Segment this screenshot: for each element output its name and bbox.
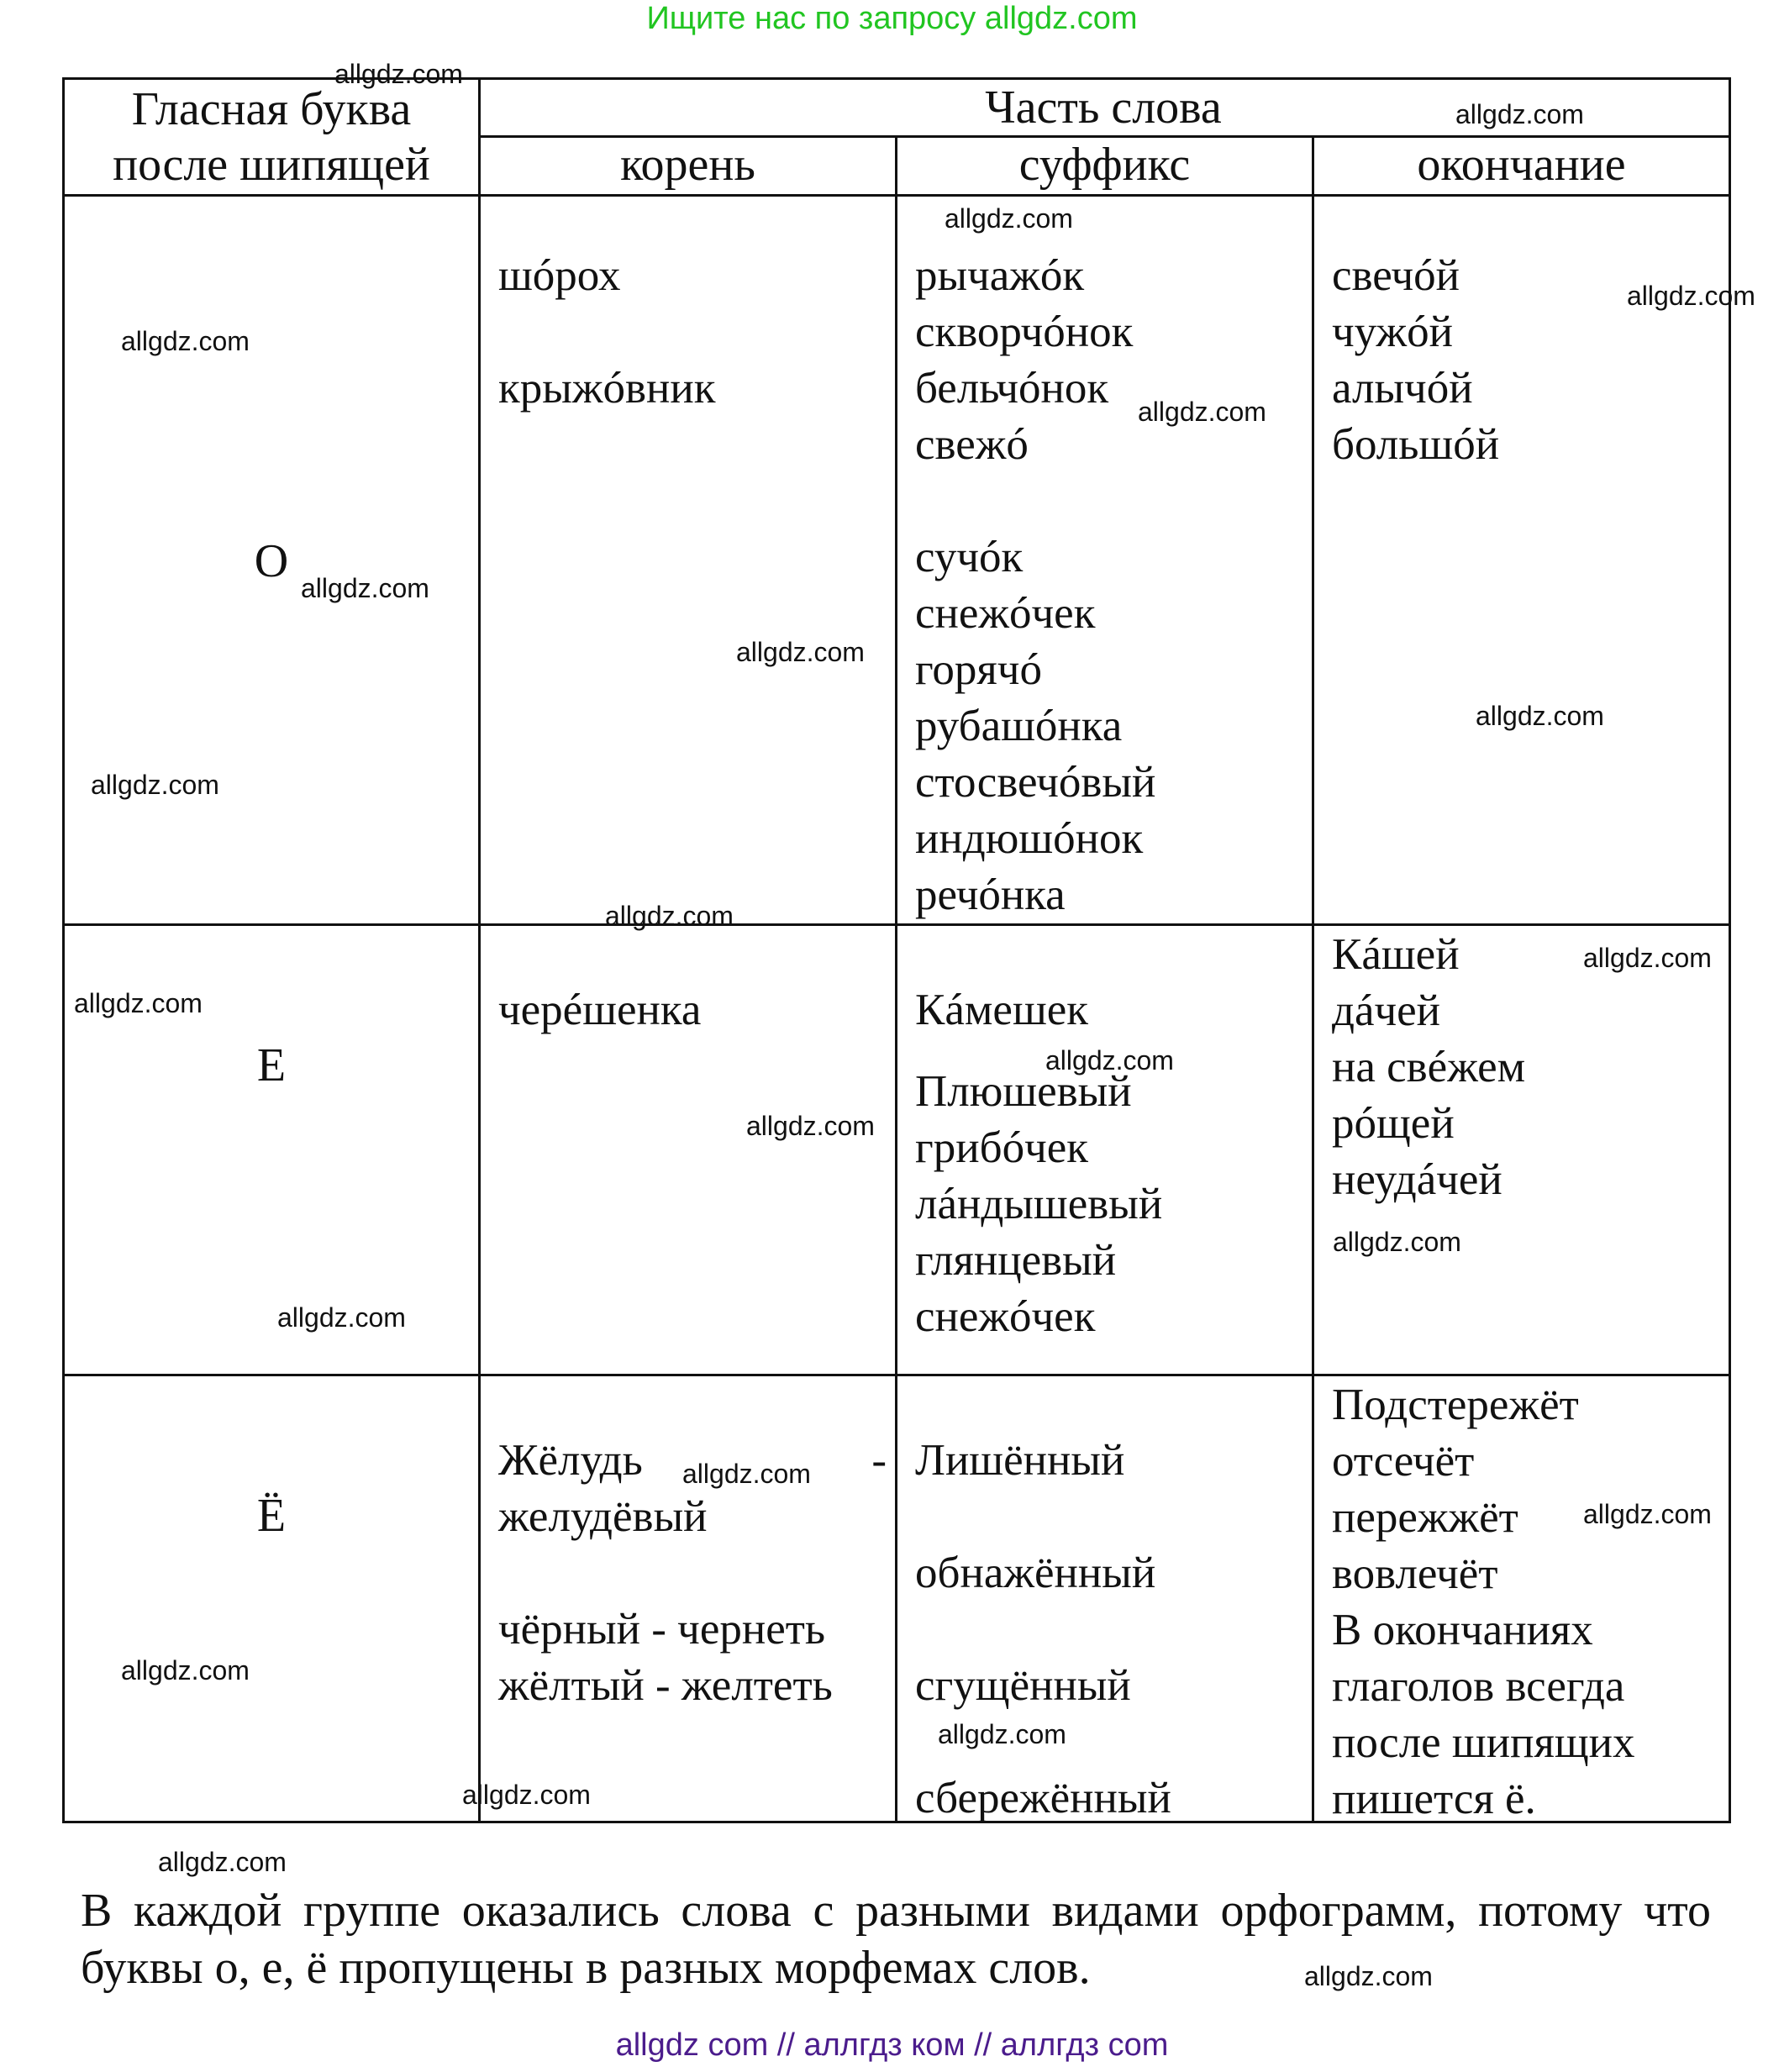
rule-note-line: после шипящих: [1332, 1718, 1635, 1767]
word: рубашóнка: [915, 702, 1123, 750]
word: снежóчек: [915, 1292, 1096, 1341]
watermark: allgdz.com: [945, 203, 1073, 234]
word: свежó: [915, 420, 1029, 469]
ending-header: окончание: [1417, 139, 1626, 191]
watermark: allgdz.com: [334, 59, 463, 89]
word: глянцевый: [915, 1236, 1117, 1285]
watermark: allgdz.com: [1045, 1045, 1174, 1075]
word: Лишённый: [915, 1436, 1125, 1485]
word: лáндышевый: [915, 1180, 1163, 1228]
word: горячó: [915, 645, 1042, 694]
row-e-ending-words: [1332, 927, 1525, 1208]
watermark: allgdz.com: [1583, 1499, 1712, 1529]
word: Плюшевый: [915, 1067, 1132, 1116]
footer-link[interactable]: allgdz com // аллгдз ком // аллгдз com: [615, 2027, 1169, 2063]
header-bottom-line: [65, 194, 1729, 197]
watermark: allgdz.com: [74, 988, 203, 1018]
word: бельчóнок: [915, 364, 1109, 413]
spelling-table: [62, 77, 1731, 1823]
dash: -: [871, 1436, 887, 1485]
word: обнажённый: [915, 1549, 1156, 1597]
watermark: allgdz.com: [91, 770, 219, 800]
col-divider: [478, 80, 481, 1821]
word: сбережённый: [915, 1774, 1171, 1822]
root-header: корень: [620, 139, 755, 191]
word: Кáмешек: [915, 986, 1089, 1034]
watermark: allgdz.com: [1304, 1961, 1433, 1991]
watermark: allgdz.com: [1333, 1227, 1461, 1257]
watermark: allgdz.com: [462, 1780, 591, 1810]
spacer: [498, 304, 715, 360]
watermark: allgdz.com: [605, 901, 734, 931]
word: стосвечóвый: [915, 758, 1156, 807]
watermark: allgdz.com: [938, 1719, 1066, 1749]
watermark: allgdz.com: [1583, 943, 1712, 973]
word: алычóй: [1332, 364, 1473, 413]
word: вовлечёт: [1332, 1549, 1498, 1598]
word: чужóй: [1332, 308, 1453, 356]
watermark: allgdz.com: [746, 1111, 875, 1141]
rule-note-line: пишется ё.: [1332, 1775, 1536, 1823]
watermark: allgdz.com: [1476, 701, 1604, 731]
word: рóщей: [1332, 1099, 1455, 1148]
vowel-e: Е: [256, 1039, 287, 1091]
watermark: allgdz.com: [1627, 281, 1755, 311]
row-yo-ending-words: [1332, 1377, 1635, 1827]
watermark: allgdz.com: [1455, 99, 1584, 129]
watermark: allgdz.com: [682, 1459, 811, 1489]
word: сучóк: [915, 533, 1024, 581]
word: неудáчей: [1332, 1155, 1502, 1204]
vowel-o: О: [254, 535, 289, 587]
word: индюшóнок: [915, 814, 1144, 863]
row-e-suffix-words: [915, 982, 1162, 1345]
vowel-yo: Ё: [256, 1490, 287, 1542]
col-divider: [1312, 137, 1314, 1821]
word: крыжóвник: [498, 364, 716, 413]
word-part-header: Часть слова: [985, 82, 1222, 134]
word: грибóчек: [915, 1123, 1088, 1172]
row-divider: [65, 1374, 1729, 1376]
word: сгущённый: [915, 1661, 1131, 1710]
word: рычажóк: [915, 251, 1085, 300]
word: свечóй: [1332, 251, 1460, 300]
row-e-root-words: [498, 982, 701, 1039]
spacer: [915, 1489, 1171, 1545]
row-yo-suffix-words: [915, 1433, 1171, 1827]
word: черéшенка: [498, 986, 702, 1034]
row-o-ending-words: [1332, 248, 1499, 473]
spacer: [498, 1545, 887, 1601]
word: желудёвый: [498, 1492, 708, 1541]
watermark: allgdz.com: [277, 1302, 406, 1333]
rule-note-line: В окончаниях: [1332, 1606, 1593, 1654]
watermark: allgdz.com: [121, 1655, 250, 1685]
word: снежóчек: [915, 589, 1096, 638]
suffix-header: суффикс: [1018, 139, 1191, 191]
row-divider: [65, 923, 1729, 926]
vowel-header-line: Гласная буква: [131, 83, 412, 135]
watermark: allgdz.com: [301, 573, 429, 603]
word: пережжёт: [1332, 1493, 1518, 1542]
watermark: allgdz.com: [121, 326, 250, 356]
word: дáчей: [1332, 986, 1441, 1035]
word: отсечёт: [1332, 1437, 1475, 1486]
watermark: allgdz.com: [736, 637, 865, 667]
vowel-header-line: после шипящей: [113, 139, 430, 191]
watermark: allgdz.com: [1138, 397, 1266, 427]
word: на свéжем: [1332, 1043, 1526, 1091]
vowel-column-header: [65, 82, 478, 192]
spacer: [915, 1601, 1171, 1658]
conclusion-text: В каждой группе оказались слова с разными видами орфограмм, потому что буквы о, е, ё пропущены в разных морфемах слов.: [81, 1885, 1711, 1994]
spacer: [915, 473, 1155, 529]
word: речóнка: [915, 870, 1066, 919]
rule-note-line: глаголов всегда: [1332, 1662, 1625, 1711]
row-o-suffix-words: [915, 248, 1155, 923]
col-divider: [895, 137, 897, 1821]
word: Кáшей: [1332, 930, 1460, 979]
word: шóрох: [498, 251, 621, 300]
word: чёрный - чернеть: [498, 1605, 826, 1654]
word-text: Жёлудь: [498, 1436, 643, 1485]
word: жёлтый - желтеть: [498, 1661, 833, 1710]
watermark: allgdz.com: [158, 1847, 287, 1877]
header-link[interactable]: Ищите нас по запросу allgdz.com: [646, 1, 1138, 36]
row-o-root-words: [498, 248, 715, 417]
word: Подстережёт: [1332, 1380, 1579, 1429]
word: скворчóнок: [915, 308, 1134, 356]
word: большóй: [1332, 420, 1500, 469]
